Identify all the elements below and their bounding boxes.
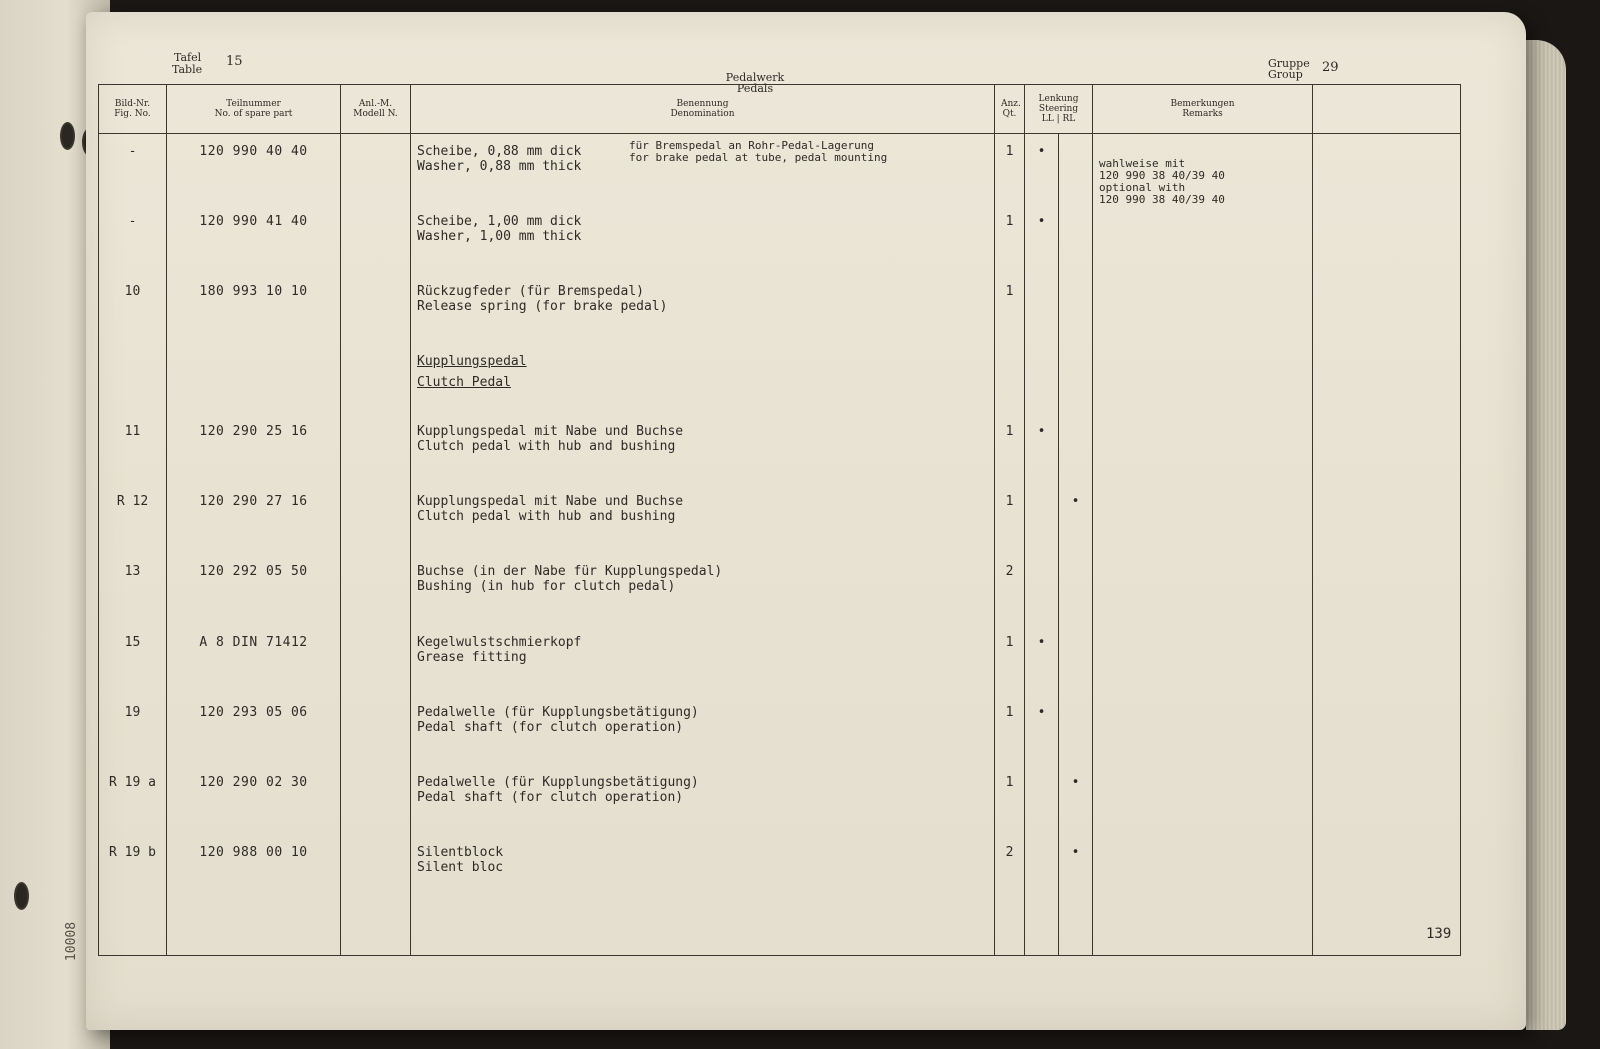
table-label-de: Tafel — [174, 51, 202, 64]
washer-note-de: für Bremspedal an Rohr-Pedal-Lagerung — [629, 139, 875, 152]
group-label-en: Group — [1268, 68, 1303, 81]
denomination-de: Scheibe, 1,00 mm dick — [417, 214, 582, 230]
remarks-cell — [1093, 625, 1313, 695]
steering-rl-cell — [1059, 414, 1093, 484]
remarks-cell — [1093, 835, 1313, 905]
fig-no-cell: 15 — [99, 625, 167, 695]
blank-cell — [1313, 695, 1461, 765]
denomination-de: Kupplungspedal — [417, 354, 527, 370]
denomination-cell — [411, 204, 995, 274]
remarks-cell — [1093, 134, 1313, 275]
fig-no-cell: - — [99, 204, 167, 274]
denomination-cell — [411, 554, 995, 624]
remarks-cell — [1093, 414, 1313, 484]
qty-cell: 1 — [995, 414, 1025, 484]
part-no-cell: 120 293 05 06 — [167, 695, 341, 765]
washer-note — [629, 140, 887, 164]
denomination-cell — [411, 835, 995, 905]
denomination-cell — [411, 274, 995, 344]
denomination-en: Clutch pedal with hub and bushing — [417, 439, 676, 455]
remark-line: 120 990 38 40/39 40 — [1099, 193, 1225, 206]
table-row — [99, 344, 1461, 414]
col-blank — [1313, 85, 1461, 134]
blank-cell — [341, 905, 411, 956]
steering-ll-cell — [1025, 554, 1059, 624]
qty-cell: 1 — [995, 765, 1025, 835]
remark-line: optional with — [1099, 181, 1186, 194]
model-cell — [341, 625, 411, 695]
fig-no-cell: - — [99, 134, 167, 205]
denomination-en: Washer, 0,88 mm thick — [417, 159, 582, 174]
model-cell — [341, 484, 411, 554]
denomination-en: Silent bloc — [417, 859, 504, 875]
qty-cell: 1 — [995, 625, 1025, 695]
steering-ll-cell — [1025, 835, 1059, 905]
steering-ll-cell: • — [1025, 204, 1059, 274]
steering-rl-cell: • — [1059, 484, 1093, 554]
part-no-cell: 180 993 10 10 — [167, 274, 341, 344]
table-row — [99, 484, 1461, 554]
blank-cell — [1313, 204, 1461, 274]
model-cell — [341, 204, 411, 274]
fig-no-cell: 10 — [99, 274, 167, 344]
steering-rl-cell — [1059, 625, 1093, 695]
col-denomination: Benennung Denomination — [411, 85, 995, 134]
steering-rl-cell — [1059, 554, 1093, 624]
blank-cell — [1313, 835, 1461, 905]
col-remarks: Bemerkungen Remarks — [1093, 85, 1313, 134]
steering-rl-cell — [1059, 695, 1093, 765]
denomination-de: Silentblock — [417, 844, 504, 860]
steering-ll-cell: • — [1025, 414, 1059, 484]
model-cell — [341, 554, 411, 624]
steering-ll-cell: • — [1025, 695, 1059, 765]
qty-cell: 1 — [995, 484, 1025, 554]
denomination-de: Scheibe, 0,88 mm dick — [417, 144, 582, 159]
blank-cell — [1313, 625, 1461, 695]
steering-rl-cell: • — [1059, 765, 1093, 835]
group-number: 29 — [1322, 60, 1339, 75]
denomination-en: Washer, 1,00 mm thick — [417, 229, 582, 245]
model-cell — [341, 835, 411, 905]
steering-ll-cell: • — [1025, 134, 1059, 205]
table-row — [99, 835, 1461, 905]
denomination-de: Kupplungspedal mit Nabe und Buchse — [417, 494, 684, 510]
denomination-de: Kegelwulstschmierkopf — [417, 634, 582, 650]
table-row — [99, 274, 1461, 344]
blank-cell — [1313, 344, 1461, 414]
part-no-cell: 120 990 41 40 — [167, 204, 341, 274]
denomination-cell — [411, 765, 995, 835]
denomination-cell — [411, 344, 995, 414]
part-no-cell: 120 290 27 16 — [167, 484, 341, 554]
denomination-en: Clutch Pedal — [417, 375, 511, 391]
denomination-de: Buchse (in der Nabe für Kupplungspedal) — [417, 564, 723, 580]
fig-no-cell: 11 — [99, 414, 167, 484]
blank-cell — [167, 905, 341, 956]
denomination-en: Grease fitting — [417, 649, 527, 665]
table-row — [99, 554, 1461, 624]
blank-cell — [1059, 905, 1093, 956]
col-fig-no: Bild-Nr. Fig. No. — [99, 85, 167, 134]
part-no-cell: 120 988 00 10 — [167, 835, 341, 905]
qty-cell: 1 — [995, 695, 1025, 765]
steering-rl-cell — [1059, 204, 1093, 274]
denomination-de: Kupplungspedal mit Nabe und Buchse — [417, 424, 684, 440]
remarks-cell — [1093, 344, 1313, 414]
model-cell — [341, 765, 411, 835]
steering-ll-cell — [1025, 344, 1059, 414]
qty-cell: 1 — [995, 204, 1025, 274]
col-steering: Lenkung Steering LL | RL — [1025, 85, 1093, 134]
table-row — [99, 134, 1461, 205]
steering-rl-cell — [1059, 344, 1093, 414]
steering-ll-cell — [1025, 484, 1059, 554]
remarks-cell — [1093, 695, 1313, 765]
steering-ll-cell: • — [1025, 625, 1059, 695]
denomination-cell — [411, 625, 995, 695]
fig-no-cell: 19 — [99, 695, 167, 765]
model-cell — [341, 274, 411, 344]
fig-no-cell — [99, 344, 167, 414]
steering-rl-cell — [1059, 274, 1093, 344]
blank-cell — [411, 905, 995, 956]
denomination-cell — [411, 695, 995, 765]
fig-no-cell: 13 — [99, 554, 167, 624]
qty-cell: 2 — [995, 835, 1025, 905]
blank-cell — [1313, 765, 1461, 835]
remarks-cell — [1093, 274, 1313, 344]
denomination-en: Release spring (for brake pedal) — [417, 299, 668, 315]
binder-hole — [14, 882, 29, 910]
table-row — [99, 414, 1461, 484]
washer-note-en: for brake pedal at tube, pedal mounting — [629, 151, 888, 164]
qty-cell — [995, 344, 1025, 414]
col-qty: Anz. Qt. — [995, 85, 1025, 134]
blank-cell — [1093, 905, 1313, 956]
model-cell — [341, 134, 411, 205]
col-part-no: Teilnummer No. of spare part — [167, 85, 341, 134]
fig-no-cell: R 12 — [99, 484, 167, 554]
page-title-en: Pedals — [736, 82, 774, 95]
blank-cell — [1313, 414, 1461, 484]
parts-table — [98, 84, 1461, 956]
denomination-en: Bushing (in hub for clutch pedal) — [417, 579, 676, 595]
qty-cell: 2 — [995, 554, 1025, 624]
remark-line: 120 990 38 40/39 40 — [1099, 169, 1225, 182]
page-number: 139 — [1426, 926, 1452, 942]
table-filler-row — [99, 905, 1461, 956]
group-label-de: Gruppe — [1268, 57, 1310, 70]
denomination-en: Pedal shaft (for clutch operation) — [417, 719, 684, 735]
remarks-cell — [1093, 554, 1313, 624]
part-no-cell — [167, 344, 341, 414]
blank-cell — [995, 905, 1025, 956]
model-cell — [341, 344, 411, 414]
remarks-cell — [1093, 484, 1313, 554]
denomination-cell — [411, 484, 995, 554]
table-header-row — [99, 85, 1461, 134]
table-number: 15 — [226, 54, 243, 69]
denomination-de: Pedalwelle (für Kupplungsbetätigung) — [417, 704, 699, 720]
table-row — [99, 625, 1461, 695]
steering-rl-cell: • — [1059, 835, 1093, 905]
remarks-cell — [1093, 765, 1313, 835]
col-model: Anl.-M. Modell N. — [341, 85, 411, 134]
denomination-en: Pedal shaft (for clutch operation) — [417, 789, 684, 805]
page-title-de: Pedalwerk — [725, 71, 785, 84]
fig-no-cell: R 19 a — [99, 765, 167, 835]
part-no-cell: 120 290 25 16 — [167, 414, 341, 484]
part-no-cell: 120 290 02 30 — [167, 765, 341, 835]
denomination-en: Clutch pedal with hub and bushing — [417, 509, 676, 525]
blank-cell — [99, 905, 167, 956]
table-label-en: Table — [172, 63, 203, 76]
blank-cell — [1313, 274, 1461, 344]
blank-cell — [1025, 905, 1059, 956]
part-no-cell: 120 990 40 40 — [167, 134, 341, 205]
table-row — [99, 695, 1461, 765]
denomination-de: Rückzugfeder (für Bremspedal) — [417, 284, 644, 300]
denomination-cell — [411, 414, 995, 484]
model-cell — [341, 695, 411, 765]
table-row — [99, 765, 1461, 835]
blank-cell — [1313, 554, 1461, 624]
side-code: 10008 — [64, 921, 80, 962]
steering-ll-cell — [1025, 274, 1059, 344]
denomination-cell — [411, 134, 995, 205]
binder-hole — [60, 122, 75, 150]
blank-cell — [1313, 484, 1461, 554]
steering-rl-cell — [1059, 134, 1093, 205]
denomination-de: Pedalwelle (für Kupplungsbetätigung) — [417, 774, 699, 790]
blank-cell — [1313, 134, 1461, 205]
qty-cell: 1 — [995, 134, 1025, 205]
part-no-cell: A 8 DIN 71412 — [167, 625, 341, 695]
steering-ll-cell — [1025, 765, 1059, 835]
page-stack-edge — [1526, 40, 1566, 1030]
fig-no-cell: R 19 b — [99, 835, 167, 905]
part-no-cell: 120 292 05 50 — [167, 554, 341, 624]
remark-line: wahlweise mit — [1099, 157, 1186, 170]
model-cell — [341, 414, 411, 484]
qty-cell: 1 — [995, 274, 1025, 344]
